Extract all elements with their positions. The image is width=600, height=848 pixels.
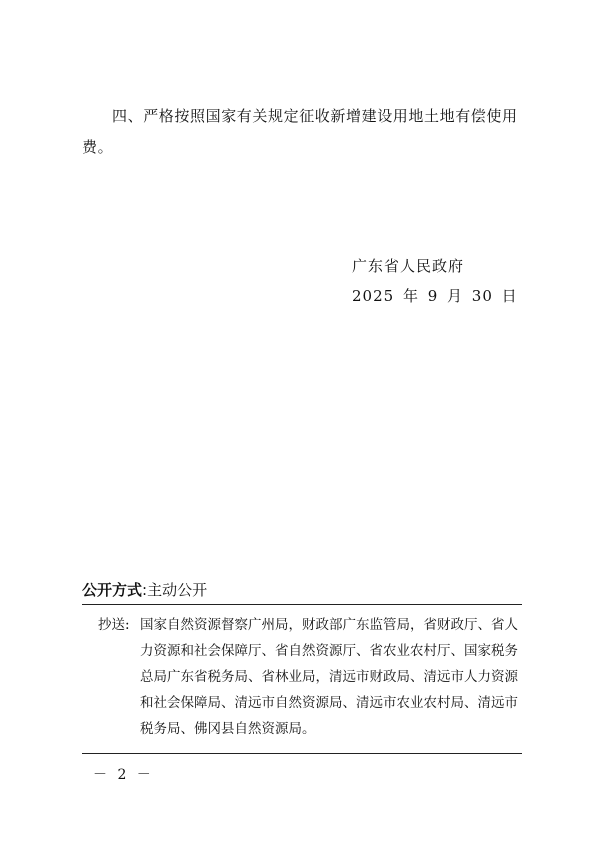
disclosure-value: 主动公开 — [147, 581, 208, 599]
issuing-authority: 广东省人民政府 — [352, 257, 465, 275]
disclosure-separator: : — [142, 581, 148, 599]
disclosure-label: 公开方式 — [82, 581, 143, 599]
page-number: － 2 － — [93, 767, 154, 783]
issue-date: 2025 年 9 月 30 日 — [352, 287, 518, 305]
cc-bottom-rule — [82, 753, 522, 754]
cc-recipients: 国家自然资源督察广州局，财政部广东监管局，省财政厅、省人力资源和社会保障厅、省自然资源厅、省农业农村厅、国家税务总局广东省税务局、省林业局，清远市财政局、清远市人力资源和社会保障局、清远市自然资源局、清远市农业农村局、清远市税务局、佛冈县自然资源局。 — [140, 617, 518, 737]
cc-label: 抄送: — [98, 617, 130, 633]
body-paragraph-4: 四、严格按照国家有关规定征收新增建设用地土地有偿使用费。 — [82, 107, 518, 156]
cc-block — [98, 612, 523, 742]
cc-top-rule — [82, 604, 522, 605]
disclosure-method — [82, 579, 207, 600]
